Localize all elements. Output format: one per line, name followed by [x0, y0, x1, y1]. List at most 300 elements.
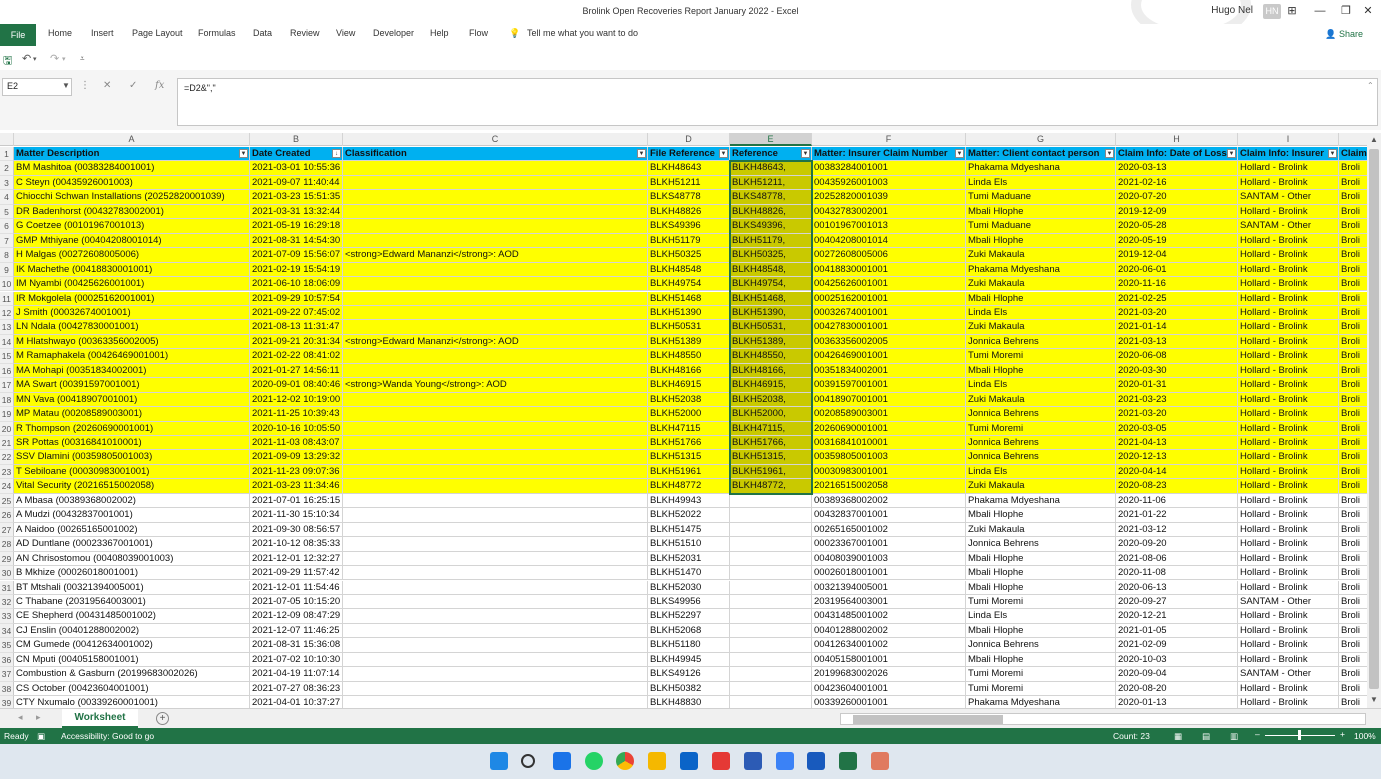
cell[interactable]: BLKH48643: [648, 161, 730, 175]
cell[interactable]: Broli: [1339, 248, 1367, 262]
cell[interactable]: BLKH48166: [648, 364, 730, 378]
cell[interactable]: MN Vava (00418907001001): [14, 393, 250, 407]
column-header-i[interactable]: I: [1238, 133, 1339, 146]
chevron-down-icon[interactable]: ▼: [62, 81, 70, 90]
cell[interactable]: [730, 595, 812, 609]
column-header-b[interactable]: B: [250, 133, 343, 146]
cell[interactable]: [343, 581, 648, 595]
filter-dropdown-icon[interactable]: ▼: [956, 151, 963, 157]
row-header[interactable]: 22: [0, 450, 14, 464]
cell[interactable]: A Mudzi (00432837001001): [14, 508, 250, 522]
cell[interactable]: [343, 277, 648, 291]
cell[interactable]: Broli: [1339, 479, 1367, 493]
row-header[interactable]: 33: [0, 609, 14, 623]
cell[interactable]: Broli: [1339, 161, 1367, 175]
cell[interactable]: BLKH51510: [648, 537, 730, 551]
column-filter-header[interactable]: [1238, 147, 1339, 161]
cell[interactable]: BLKH48166,: [730, 364, 812, 378]
tab-file[interactable]: File: [0, 24, 36, 46]
cell[interactable]: 2021-02-09: [1116, 638, 1238, 652]
cell[interactable]: [343, 682, 648, 696]
cell[interactable]: 00432837001001: [812, 508, 966, 522]
cell[interactable]: [343, 624, 648, 638]
cell[interactable]: Broli: [1339, 450, 1367, 464]
cell[interactable]: Tumi Moremi: [966, 667, 1116, 681]
row-header[interactable]: 36: [0, 653, 14, 667]
vertical-scroll-thumb[interactable]: [1369, 149, 1379, 689]
cell[interactable]: Broli: [1339, 696, 1367, 708]
cell[interactable]: 2021-07-01 16:25:15: [250, 494, 343, 508]
cell[interactable]: 20319564003001: [812, 595, 966, 609]
cell[interactable]: J Smith (00032674001001): [14, 306, 250, 320]
cell[interactable]: G Coetzee (00101967001013): [14, 219, 250, 233]
cell[interactable]: [343, 393, 648, 407]
row-header[interactable]: 13: [0, 320, 14, 334]
cell[interactable]: BLKH50531: [648, 320, 730, 334]
row-header[interactable]: 29: [0, 552, 14, 566]
cell[interactable]: BLKH51961,: [730, 465, 812, 479]
cell[interactable]: BLKH52031: [648, 552, 730, 566]
sort-filter-icon[interactable]: ↓: [332, 149, 341, 158]
cell[interactable]: 2021-09-30 08:56:57: [250, 523, 343, 537]
filter-dropdown-icon[interactable]: ▼: [1106, 151, 1113, 157]
undo-icon[interactable]: ↶: [22, 53, 32, 65]
cell[interactable]: Hollard - Brolink: [1238, 320, 1339, 334]
cell[interactable]: BLKH51468,: [730, 292, 812, 306]
cell[interactable]: 2021-08-06: [1116, 552, 1238, 566]
cell[interactable]: MP Matau (00208589003001): [14, 407, 250, 421]
cell[interactable]: BLKH48643,: [730, 161, 812, 175]
cell[interactable]: Hollard - Brolink: [1238, 205, 1339, 219]
cell[interactable]: BLKH48550,: [730, 349, 812, 363]
cell[interactable]: 00391597001001: [812, 378, 966, 392]
tab-view[interactable]: View: [336, 28, 356, 38]
cell[interactable]: A Naidoo (00265165001002): [14, 523, 250, 537]
cell[interactable]: BLKH51211: [648, 176, 730, 190]
restore-button[interactable]: ❐: [1341, 5, 1351, 17]
cell[interactable]: Hollard - Brolink: [1238, 263, 1339, 277]
cell[interactable]: BLKH47115,: [730, 422, 812, 436]
cell[interactable]: 2021-07-09 15:56:07: [250, 248, 343, 262]
cell[interactable]: Broli: [1339, 609, 1367, 623]
cell[interactable]: Broli: [1339, 682, 1367, 696]
tab-data[interactable]: Data: [253, 28, 273, 38]
tab-flow[interactable]: Flow: [469, 28, 489, 38]
cell[interactable]: Hollard - Brolink: [1238, 349, 1339, 363]
cell[interactable]: Broli: [1339, 638, 1367, 652]
cell[interactable]: Broli: [1339, 407, 1367, 421]
cell[interactable]: Hollard - Brolink: [1238, 277, 1339, 291]
cell[interactable]: Jonnica Behrens: [966, 335, 1116, 349]
row-header[interactable]: 18: [0, 393, 14, 407]
cell[interactable]: Hollard - Brolink: [1238, 248, 1339, 262]
cell[interactable]: Broli: [1339, 595, 1367, 609]
row-header[interactable]: 20: [0, 422, 14, 436]
cell[interactable]: BLKH50531,: [730, 320, 812, 334]
cell[interactable]: Broli: [1339, 422, 1367, 436]
cell[interactable]: Linda Els: [966, 465, 1116, 479]
cell[interactable]: [730, 682, 812, 696]
cell[interactable]: Jonnica Behrens: [966, 436, 1116, 450]
cell[interactable]: Zuki Makaula: [966, 523, 1116, 537]
cell[interactable]: Hollard - Brolink: [1238, 638, 1339, 652]
insert-function-icon[interactable]: fx: [155, 80, 165, 91]
cell[interactable]: Tumi Moremi: [966, 349, 1116, 363]
cell[interactable]: 2021-11-23 09:07:36: [250, 465, 343, 479]
cell[interactable]: BLKH52038: [648, 393, 730, 407]
cell[interactable]: [343, 306, 648, 320]
cell[interactable]: 2020-11-08: [1116, 566, 1238, 580]
cell[interactable]: Mbali Hlophe: [966, 581, 1116, 595]
cell[interactable]: [343, 638, 648, 652]
cell[interactable]: BLKH52022: [648, 508, 730, 522]
cell[interactable]: [730, 653, 812, 667]
cell[interactable]: 2020-06-08: [1116, 349, 1238, 363]
cell[interactable]: 2021-07-27 08:36:23: [250, 682, 343, 696]
column-header-j[interactable]: [1339, 133, 1367, 146]
cell[interactable]: Hollard - Brolink: [1238, 422, 1339, 436]
cell[interactable]: Broli: [1339, 581, 1367, 595]
cell[interactable]: SANTAM - Other: [1238, 667, 1339, 681]
cell[interactable]: BLKH52297: [648, 609, 730, 623]
scroll-down-icon[interactable]: ▼: [1370, 695, 1378, 704]
cell[interactable]: 2021-03-20: [1116, 306, 1238, 320]
cell[interactable]: 2020-03-05: [1116, 422, 1238, 436]
cell[interactable]: <strong>Edward Mananzi</strong>: AOD: [343, 335, 648, 349]
redo-icon[interactable]: ↷: [50, 53, 60, 65]
cell[interactable]: R Thompson (20260690001001): [14, 422, 250, 436]
cell[interactable]: 00389368002002: [812, 494, 966, 508]
cell[interactable]: Hollard - Brolink: [1238, 494, 1339, 508]
add-sheet-button[interactable]: +: [156, 712, 169, 725]
cell[interactable]: BLKH51389: [648, 335, 730, 349]
cell[interactable]: Jonnica Behrens: [966, 407, 1116, 421]
cell[interactable]: [730, 638, 812, 652]
cell[interactable]: [343, 494, 648, 508]
row-header[interactable]: 26: [0, 508, 14, 522]
cell[interactable]: Broli: [1339, 263, 1367, 277]
cell[interactable]: Broli: [1339, 364, 1367, 378]
cell[interactable]: [343, 292, 648, 306]
filter-dropdown-icon[interactable]: ▼: [240, 151, 247, 157]
cell[interactable]: 2019-12-04: [1116, 248, 1238, 262]
cell[interactable]: 2020-03-30: [1116, 364, 1238, 378]
cell[interactable]: 00408039001003: [812, 552, 966, 566]
cell[interactable]: 2021-01-27 14:56:11: [250, 364, 343, 378]
expand-formula-icon[interactable]: ⌃: [1367, 81, 1374, 90]
cell[interactable]: [343, 667, 648, 681]
cell[interactable]: Tumi Maduane: [966, 219, 1116, 233]
cell[interactable]: BLKH51179: [648, 234, 730, 248]
cell[interactable]: [730, 552, 812, 566]
cell[interactable]: IR Mokgolela (00025162001001): [14, 292, 250, 306]
cell[interactable]: BLKH50325: [648, 248, 730, 262]
cell[interactable]: 2020-09-20: [1116, 537, 1238, 551]
cell[interactable]: Hollard - Brolink: [1238, 696, 1339, 708]
cell[interactable]: [343, 566, 648, 580]
formula-input[interactable]: =D2&",": [177, 78, 1378, 126]
cell[interactable]: 2020-06-01: [1116, 263, 1238, 277]
cell[interactable]: 00025162001001: [812, 292, 966, 306]
column-filter-header[interactable]: [14, 147, 250, 161]
cell[interactable]: [343, 234, 648, 248]
cell[interactable]: BLKS49396: [648, 219, 730, 233]
row-header[interactable]: 9: [0, 263, 14, 277]
column-filter-header[interactable]: [1339, 147, 1367, 161]
cell[interactable]: 00405158001001: [812, 653, 966, 667]
cell[interactable]: Broli: [1339, 205, 1367, 219]
tab-developer[interactable]: Developer: [373, 28, 415, 38]
cell[interactable]: MA Mohapi (00351834002001): [14, 364, 250, 378]
cancel-icon[interactable]: ✕: [103, 80, 112, 91]
cell[interactable]: BLKH52000: [648, 407, 730, 421]
enter-icon[interactable]: ✓: [129, 80, 138, 91]
cell[interactable]: 2021-09-21 20:31:34: [250, 335, 343, 349]
cell[interactable]: 2020-05-28: [1116, 219, 1238, 233]
cell[interactable]: 2020-08-20: [1116, 682, 1238, 696]
cell[interactable]: 00363356002005: [812, 335, 966, 349]
cell[interactable]: 00023367001001: [812, 537, 966, 551]
cell[interactable]: Linda Els: [966, 609, 1116, 623]
cell[interactable]: Hollard - Brolink: [1238, 306, 1339, 320]
cell[interactable]: 2021-09-07 11:40:44: [250, 176, 343, 190]
filter-dropdown-icon[interactable]: ▼: [720, 151, 727, 157]
cell[interactable]: Jonnica Behrens: [966, 638, 1116, 652]
cell[interactable]: 00426469001001: [812, 349, 966, 363]
cell[interactable]: IK Machethe (00418830001001): [14, 263, 250, 277]
cell[interactable]: 2020-09-04: [1116, 667, 1238, 681]
column-header-h[interactable]: H: [1116, 133, 1238, 146]
cell[interactable]: Mbali Hlophe: [966, 552, 1116, 566]
cell[interactable]: 2021-11-25 10:39:43: [250, 407, 343, 421]
cell[interactable]: [343, 653, 648, 667]
cell[interactable]: Hollard - Brolink: [1238, 609, 1339, 623]
cell[interactable]: 20199683002026: [812, 667, 966, 681]
cell[interactable]: Broli: [1339, 436, 1367, 450]
cell[interactable]: Broli: [1339, 393, 1367, 407]
cell[interactable]: 2020-03-13: [1116, 161, 1238, 175]
macro-record-icon[interactable]: ▣: [37, 731, 46, 741]
row-header[interactable]: 38: [0, 682, 14, 696]
cell[interactable]: BLKS49956: [648, 595, 730, 609]
cell[interactable]: 00339260001001: [812, 696, 966, 708]
next-sheet-icon[interactable]: ▸: [36, 712, 41, 722]
column-filter-header[interactable]: [343, 147, 648, 161]
row-header[interactable]: 12: [0, 306, 14, 320]
cell[interactable]: Hollard - Brolink: [1238, 407, 1339, 421]
cell[interactable]: 2021-09-29 10:57:54: [250, 292, 343, 306]
cell[interactable]: CJ Enslin (00401288002002): [14, 624, 250, 638]
row-header[interactable]: 21: [0, 436, 14, 450]
cell[interactable]: Broli: [1339, 292, 1367, 306]
cell[interactable]: [343, 595, 648, 609]
cell[interactable]: Linda Els: [966, 306, 1116, 320]
cell[interactable]: 00030983001001: [812, 465, 966, 479]
cell[interactable]: Combustion & Gasburn (20199683002026): [14, 667, 250, 681]
cell[interactable]: 2021-12-07 11:46:25: [250, 624, 343, 638]
zoom-in-icon[interactable]: +: [1340, 729, 1345, 739]
cell[interactable]: 20260690001001: [812, 422, 966, 436]
zoom-out-icon[interactable]: –: [1255, 729, 1260, 739]
cell[interactable]: BLKH52030: [648, 581, 730, 595]
zoom-level[interactable]: 100%: [1354, 731, 1376, 741]
cell[interactable]: 2021-03-23 15:51:35: [250, 190, 343, 204]
cell[interactable]: SANTAM - Other: [1238, 190, 1339, 204]
cell[interactable]: [730, 696, 812, 708]
cell[interactable]: Broli: [1339, 552, 1367, 566]
snipping-tool-icon[interactable]: [871, 752, 889, 770]
cell[interactable]: [343, 552, 648, 566]
cell[interactable]: Broli: [1339, 624, 1367, 638]
cell[interactable]: BLKH51180: [648, 638, 730, 652]
cell[interactable]: 2021-01-05: [1116, 624, 1238, 638]
cell[interactable]: CM Gumede (00412634001002): [14, 638, 250, 652]
cell[interactable]: BLKH51390: [648, 306, 730, 320]
ribbon-display-icon[interactable]: ⊞: [1287, 5, 1297, 17]
cell[interactable]: Tumi Maduane: [966, 190, 1116, 204]
cell[interactable]: [343, 450, 648, 464]
cell[interactable]: 2020-09-01 08:40:46: [250, 378, 343, 392]
notepad-icon[interactable]: [744, 752, 762, 770]
cell[interactable]: 00425626001001: [812, 277, 966, 291]
redo-dropdown-icon[interactable]: ▾: [62, 56, 66, 63]
cell[interactable]: BLKH51179,: [730, 234, 812, 248]
cell[interactable]: Mbali Hlophe: [966, 292, 1116, 306]
row-header[interactable]: 4: [0, 190, 14, 204]
cell[interactable]: 2021-12-01 12:32:27: [250, 552, 343, 566]
cell[interactable]: 00431485001002: [812, 609, 966, 623]
search-icon[interactable]: [521, 754, 535, 768]
whatsapp-icon[interactable]: [585, 752, 603, 770]
cell[interactable]: A Mbasa (00389368002002): [14, 494, 250, 508]
column-filter-header[interactable]: [812, 147, 966, 161]
cell[interactable]: BLKH51315,: [730, 450, 812, 464]
tab-help[interactable]: Help: [430, 28, 449, 38]
cell[interactable]: 00272608005006: [812, 248, 966, 262]
cell[interactable]: 2021-08-31 15:36:08: [250, 638, 343, 652]
cell[interactable]: [343, 508, 648, 522]
cell[interactable]: Mbali Hlophe: [966, 566, 1116, 580]
name-box[interactable]: E2: [2, 78, 72, 96]
cell[interactable]: Tumi Moremi: [966, 595, 1116, 609]
cell[interactable]: 2020-11-06: [1116, 494, 1238, 508]
cell[interactable]: Hollard - Brolink: [1238, 552, 1339, 566]
cell[interactable]: 00435926001003: [812, 176, 966, 190]
cell[interactable]: Hollard - Brolink: [1238, 161, 1339, 175]
row-header[interactable]: 23: [0, 465, 14, 479]
cell[interactable]: BT Mtshali (00321394005001): [14, 581, 250, 595]
cell[interactable]: BLKH46915: [648, 378, 730, 392]
column-filter-header[interactable]: [730, 147, 812, 161]
cell[interactable]: 2021-03-20: [1116, 407, 1238, 421]
cell[interactable]: 2021-03-23 11:34:46: [250, 479, 343, 493]
cell[interactable]: Hollard - Brolink: [1238, 682, 1339, 696]
cell[interactable]: Hollard - Brolink: [1238, 537, 1339, 551]
cell[interactable]: BLKS49126: [648, 667, 730, 681]
cell[interactable]: Vital Security (20216515002058): [14, 479, 250, 493]
windows-start-icon[interactable]: [490, 752, 508, 770]
cell[interactable]: BLKH47115: [648, 422, 730, 436]
cell[interactable]: 00418907001001: [812, 393, 966, 407]
filter-dropdown-icon[interactable]: ▼: [638, 151, 645, 157]
cell[interactable]: Broli: [1339, 176, 1367, 190]
row-header[interactable]: 10: [0, 277, 14, 291]
cell[interactable]: M Hlatshwayo (00363356002005): [14, 335, 250, 349]
row-header[interactable]: 31: [0, 581, 14, 595]
cell[interactable]: [343, 696, 648, 708]
cell[interactable]: BLKH51211,: [730, 176, 812, 190]
cell[interactable]: BLKH48548,: [730, 263, 812, 277]
cell[interactable]: Hollard - Brolink: [1238, 523, 1339, 537]
cell[interactable]: Broli: [1339, 190, 1367, 204]
cell[interactable]: BLKH49754: [648, 277, 730, 291]
cell[interactable]: BLKS48778: [648, 190, 730, 204]
row-header[interactable]: 15: [0, 349, 14, 363]
cell[interactable]: Hollard - Brolink: [1238, 234, 1339, 248]
row-header[interactable]: 35: [0, 638, 14, 652]
cell[interactable]: Broli: [1339, 234, 1367, 248]
row-header[interactable]: 2: [0, 161, 14, 175]
cell[interactable]: Hollard - Brolink: [1238, 508, 1339, 522]
filter-dropdown-icon[interactable]: ▼: [1228, 151, 1235, 157]
cell[interactable]: [343, 609, 648, 623]
row-header[interactable]: 28: [0, 537, 14, 551]
cell[interactable]: 2021-04-19 11:07:14: [250, 667, 343, 681]
cell[interactable]: Linda Els: [966, 378, 1116, 392]
filter-dropdown-icon[interactable]: ▼: [1329, 151, 1336, 157]
cell[interactable]: 20252820001039: [812, 190, 966, 204]
cell[interactable]: 2021-07-02 10:10:30: [250, 653, 343, 667]
cell[interactable]: BLKH48548: [648, 263, 730, 277]
cell[interactable]: BLKH50325,: [730, 248, 812, 262]
cell[interactable]: [730, 609, 812, 623]
cell[interactable]: Mbali Hlophe: [966, 364, 1116, 378]
cell[interactable]: Hollard - Brolink: [1238, 364, 1339, 378]
cell[interactable]: Mbali Hlophe: [966, 508, 1116, 522]
cell[interactable]: C Thabane (20319564003001): [14, 595, 250, 609]
cell[interactable]: Mbali Hlophe: [966, 653, 1116, 667]
cell[interactable]: Hollard - Brolink: [1238, 624, 1339, 638]
excel-icon[interactable]: [839, 752, 857, 770]
cell[interactable]: CN Mputi (00405158001001): [14, 653, 250, 667]
column-header-g[interactable]: G: [966, 133, 1116, 146]
cell[interactable]: 00265165001002: [812, 523, 966, 537]
cell[interactable]: 2021-08-31 14:54:30: [250, 234, 343, 248]
cell[interactable]: 00032674001001: [812, 306, 966, 320]
minimize-button[interactable]: —: [1314, 5, 1326, 17]
cell[interactable]: Broli: [1339, 523, 1367, 537]
cell[interactable]: Mbali Hlophe: [966, 234, 1116, 248]
cell[interactable]: Hollard - Brolink: [1238, 436, 1339, 450]
cell[interactable]: AD Duntlane (00023367001001): [14, 537, 250, 551]
cell[interactable]: Hollard - Brolink: [1238, 335, 1339, 349]
filter-dropdown-icon[interactable]: ▼: [802, 151, 809, 157]
cell[interactable]: BLKH51475: [648, 523, 730, 537]
cell[interactable]: Hollard - Brolink: [1238, 176, 1339, 190]
save-icon[interactable]: 🖫: [3, 55, 13, 67]
cell[interactable]: BLKH52038,: [730, 393, 812, 407]
cell[interactable]: 2021-03-13: [1116, 335, 1238, 349]
column-filter-header[interactable]: [250, 147, 343, 161]
anydesk-icon[interactable]: [712, 752, 730, 770]
cell[interactable]: Broli: [1339, 465, 1367, 479]
cell[interactable]: Mbali Hlophe: [966, 205, 1116, 219]
cell[interactable]: Broli: [1339, 349, 1367, 363]
close-button[interactable]: ✕: [1363, 5, 1373, 17]
cell[interactable]: Mbali Hlophe: [966, 624, 1116, 638]
tab-insert[interactable]: Insert: [91, 28, 114, 38]
cell[interactable]: Hollard - Brolink: [1238, 378, 1339, 392]
